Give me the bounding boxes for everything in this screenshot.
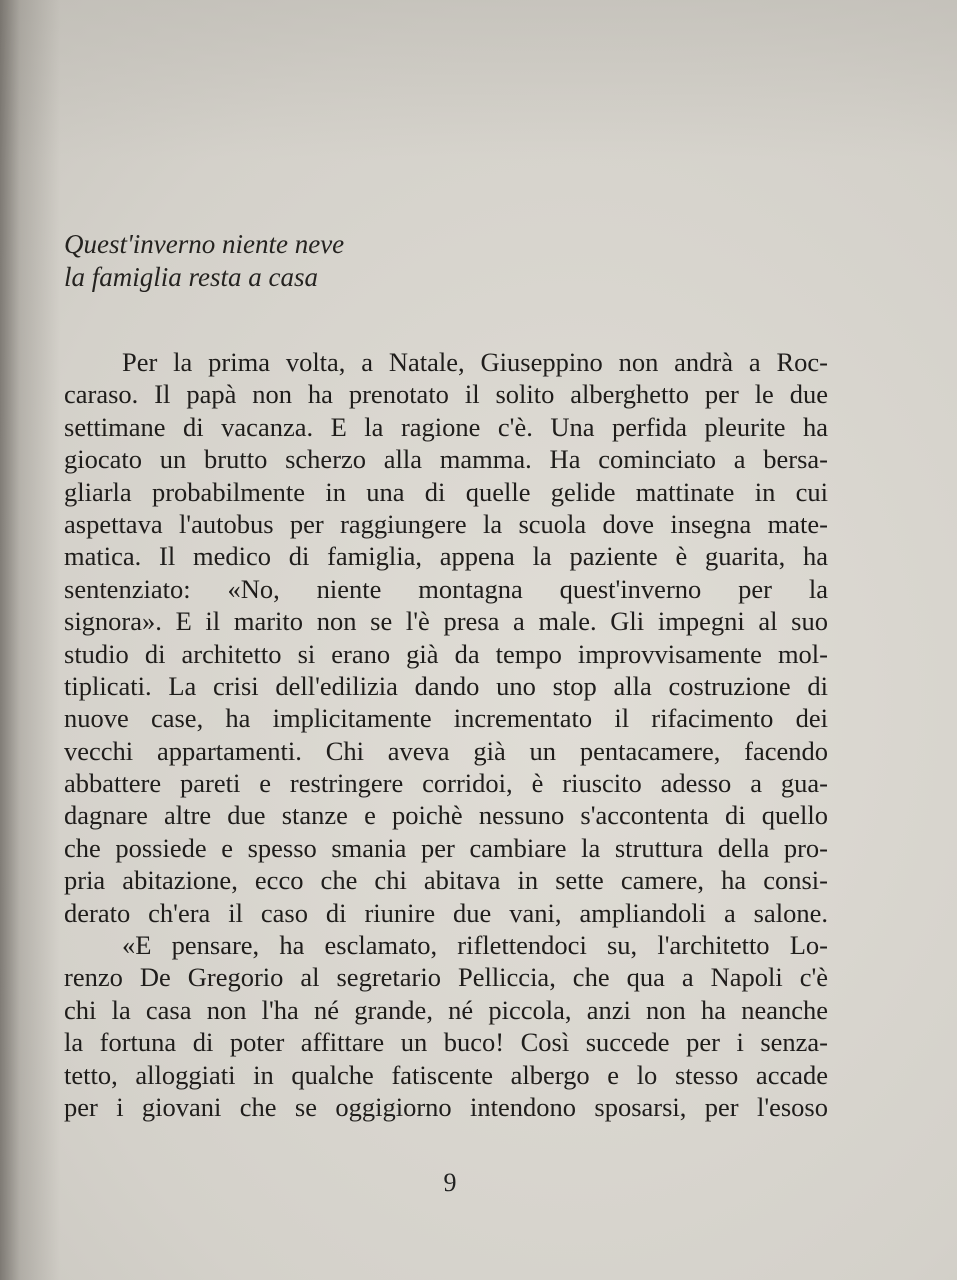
text-line: «E pensare, ha esclamato, riflettendoci su, l'architetto Lo- (122, 930, 828, 961)
chapter-title-line-1: Quest'inverno niente neve (64, 229, 345, 259)
text-line: chi la casa non l'ha né grande, né piccola, anzi non ha neanche (64, 994, 828, 1025)
text-line: signora». E il marito non se l'è presa a male. Gli impegni al suo (64, 606, 828, 637)
page-number: 9 (443, 1168, 457, 1197)
text-line: gliarla probabilmente in una di quelle gelide mattinate in cui (64, 476, 828, 507)
text-line: Per la prima volta, a Natale, Giuseppino non andrà a Roc- (122, 347, 828, 377)
text-line: derato ch'era il caso di riunire due vani, ampliandoli a salone. (64, 897, 828, 928)
text-line: aspettava l'autobus per raggiungere la scuola dove insegna mate- (64, 508, 828, 539)
text-line: tetto, alloggiati in qualche fatiscente albergo e lo stesso accade (64, 1059, 828, 1090)
text-line: nuove case, ha implicitamente incrementato il rifacimento dei (64, 703, 828, 734)
text-line: che possiede e spesso smania per cambiare la struttura della pro- (64, 832, 828, 863)
text-line: per i giovani che se oggigiorno intendono sposarsi, per l'esoso (64, 1091, 828, 1122)
body-text (64, 346, 828, 1123)
text-line: sentenziato: «No, niente montagna quest'inverno per la (64, 573, 828, 604)
text-line: studio di architetto si erano già da tempo improvvisamente mol- (64, 638, 828, 669)
text-line: la fortuna di poter affittare un buco! Così succede per i senza- (64, 1027, 828, 1058)
text-line: settimane di vacanza. E la ragione c'è. Una perfida pleurite ha (64, 411, 828, 442)
chapter-title-line-2: la famiglia resta a casa (64, 262, 318, 292)
text-line: matica. Il medico di famiglia, appena la paziente è guarita, ha (64, 541, 828, 572)
text-line: tiplicati. La crisi dell'edilizia dando uno stop alla costruzione di (64, 670, 828, 701)
text-line: dagnare altre due stanze e poichè nessuno s'accontenta di quello (64, 800, 828, 831)
text-line: renzo De Gregorio al segretario Pelliccia, che qua a Napoli c'è (64, 962, 828, 993)
text-line: giocato un brutto scherzo alla mamma. Ha cominciato a bersa- (64, 444, 828, 475)
chapter-title (64, 228, 484, 294)
text-line: pria abitazione, ecco che chi abitava in sette camere, ha consi- (64, 865, 828, 896)
text-line: caraso. Il papà non ha prenotato il solito alberghetto per le due (64, 379, 828, 410)
text-line: abbattere pareti e restringere corridoi, è riuscito adesso a gua- (64, 768, 828, 799)
text-line: vecchi appartamenti. Chi aveva già un pentacamere, facendo (64, 735, 828, 766)
